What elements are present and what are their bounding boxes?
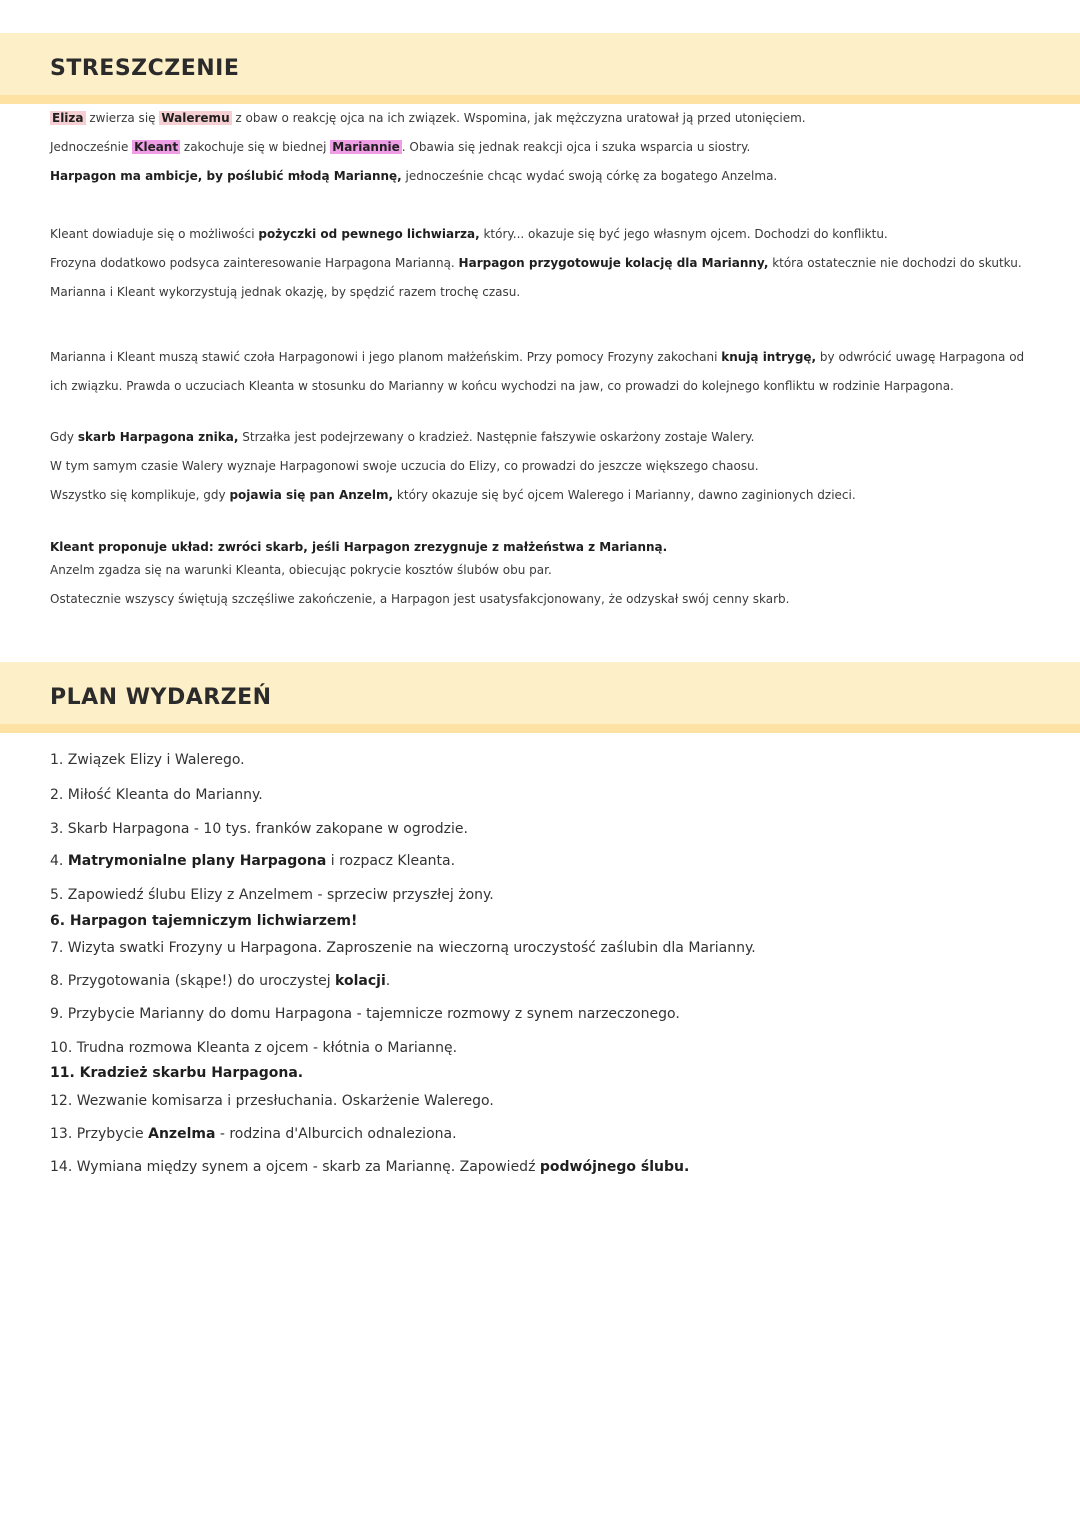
bold-span: knują intrygę, (721, 350, 817, 364)
plan-item: 9. Przybycie Marianny do domu Harpagona - tajemnicze rozmowy z synem narzeczonego. (50, 1006, 680, 1022)
highlight-walery: Waleremu (161, 111, 230, 125)
summary-line (50, 111, 806, 125)
summary-line (50, 459, 759, 473)
bold-span: Kleant proponuje układ: zwróci skarb, jeśli Harpagon zrezygnuje z małżeństwa z Marianną. (50, 540, 668, 554)
text-span: . Obawia się jednak reakcji ojca i szuka wsparcia u siostry. (401, 140, 751, 154)
text-span: Kleant dowiaduje się o możliwości (50, 227, 259, 241)
text-span: Marianna i Kleant muszą stawić czoła Harpagonowi i jego planom małżeńskim. Przy pomocy Frozyny zakochani (50, 350, 722, 364)
text-span: który okazuje się być ojcem Walerego i Marianny, dawno zaginionych dzieci. (393, 488, 856, 502)
text-span: W tym samym czasie Walery wyznaje Harpagonowi swoje uczucia do Elizy, co prowadzi do jeszcze większego chaosu. (50, 459, 759, 473)
plan-item (50, 973, 390, 989)
text-span: - rodzina d'Alburcich odnaleziona. (215, 1126, 457, 1142)
text-span: Strzałka jest podejrzewany o kradzież. Następnie fałszywie oskarżony zostaje Walery. (238, 430, 755, 444)
bold-span: skarb Harpagona znika, (77, 430, 239, 444)
plan-item (50, 1159, 689, 1175)
text-span: który... okazuje się być jego własnym ojcem. Dochodzi do konfliktu. (479, 227, 888, 241)
plan-item: 2. Miłość Kleanta do Marianny. (50, 787, 263, 803)
plan-item: 1. Związek Elizy i Walerego. (50, 752, 245, 768)
text-span: Gdy (50, 430, 78, 444)
summary-line (50, 256, 1022, 270)
summary-line (50, 285, 520, 299)
summary-paragraph (50, 343, 1040, 401)
text-span: Frozyna dodatkowo podsyca zainteresowanie Harpagona Marianną. (50, 256, 459, 270)
text-span: Ostatecznie wszyscy świętują szczęśliwe zakończenie, a Harpagon jest usatysfakcjonowany, że odzyskał swój cenny skarb. (50, 592, 790, 606)
plan-item (50, 853, 455, 869)
text-span: 13. Przybycie (50, 1126, 149, 1142)
summary-line (50, 227, 888, 241)
text-span: Marianna i Kleant wykorzystują jednak okazję, by spędzić razem trochę czasu. (50, 285, 521, 299)
plan-item (50, 1126, 457, 1142)
highlight-eliza: Eliza (52, 111, 84, 125)
summary-line (50, 488, 856, 502)
summary-line (50, 592, 789, 606)
text-span: jednocześnie chcąc wydać swoją córkę za bogatego Anzelma. (401, 169, 778, 183)
bold-span: podwójnego ślubu. (539, 1159, 690, 1175)
plan-item: 12. Wezwanie komisarza i przesłuchania. Oskarżenie Walerego. (50, 1093, 494, 1109)
plan-item: 5. Zapowiedź ślubu Elizy z Anzelmem - sprzeciw przyszłej żony. (50, 887, 494, 903)
summary-line (50, 169, 777, 183)
section-heading-summary: STRESZCZENIE (50, 56, 240, 81)
highlight-marianna: Mariannie (332, 140, 400, 154)
bold-span: Anzelma (148, 1126, 216, 1142)
plan-item: 11. Kradzież skarbu Harpagona. (50, 1065, 304, 1081)
text-span: z obaw o reakcję ojca na ich związek. Wspomina, jak mężczyzna uratował ją przed utonięciem. (231, 111, 806, 125)
text-span: 4. (50, 853, 68, 869)
plan-item: 3. Skarb Harpagona - 10 tys. franków zakopane w ogrodzie. (50, 821, 468, 837)
plan-item: 7. Wizyta swatki Frozyny u Harpagona. Zaproszenie na wieczorną uroczystość zaślubin dla Marianny. (50, 940, 756, 956)
text-span: zwierza się (85, 111, 160, 125)
plan-item: 10. Trudna rozmowa Kleanta z ojcem - kłótnia o Mariannę. (50, 1040, 458, 1056)
text-span: która ostatecznie nie dochodzi do skutku. (768, 256, 1022, 270)
bold-span: Harpagon ma ambicje, by poślubić młodą Mariannę, (50, 169, 402, 183)
bold-span: Harpagon przygotowuje kolację dla Marianny, (458, 256, 769, 270)
text-span: . (385, 973, 391, 989)
bold-span: pojawia się pan Anzelm, (229, 488, 394, 502)
text-span: by odwrócić uwagę Harpagona od ich związku. Prawda o uczuciach Kleanta w stosunku do Marianny w końcu wychodzi na jaw, co prowadzi do kolejnego konfliktu w rodzinie Harpagona. (50, 350, 1025, 393)
summary-line (50, 540, 667, 554)
highlight-kleant: Kleant (134, 140, 179, 154)
text-span: zakochuje się w biednej (180, 140, 331, 154)
bold-span: Matrymonialne plany Harpagona (67, 853, 327, 869)
plan-item: 6. Harpagon tajemniczym lichwiarzem! (50, 913, 358, 929)
text-span: Jednocześnie (50, 140, 133, 154)
bold-span: kolacji (335, 973, 386, 989)
summary-line (50, 563, 552, 577)
text-span: i rozpacz Kleanta. (326, 853, 456, 869)
text-span: Anzelm zgadza się na warunki Kleanta, obiecując pokrycie kosztów ślubów obu par. (50, 563, 552, 577)
text-span: 14. Wymiana między synem a ojcem - skarb za Mariannę. Zapowiedź (50, 1159, 540, 1175)
text-span: Wszystko się komplikuje, gdy (50, 488, 230, 502)
section-heading-plan: PLAN WYDARZEŃ (50, 685, 272, 710)
bold-span: pożyczki od pewnego lichwiarza, (258, 227, 480, 241)
text-span: 8. Przygotowania (skąpe!) do uroczystej (50, 973, 336, 989)
summary-line (50, 140, 750, 154)
summary-line (50, 430, 755, 444)
